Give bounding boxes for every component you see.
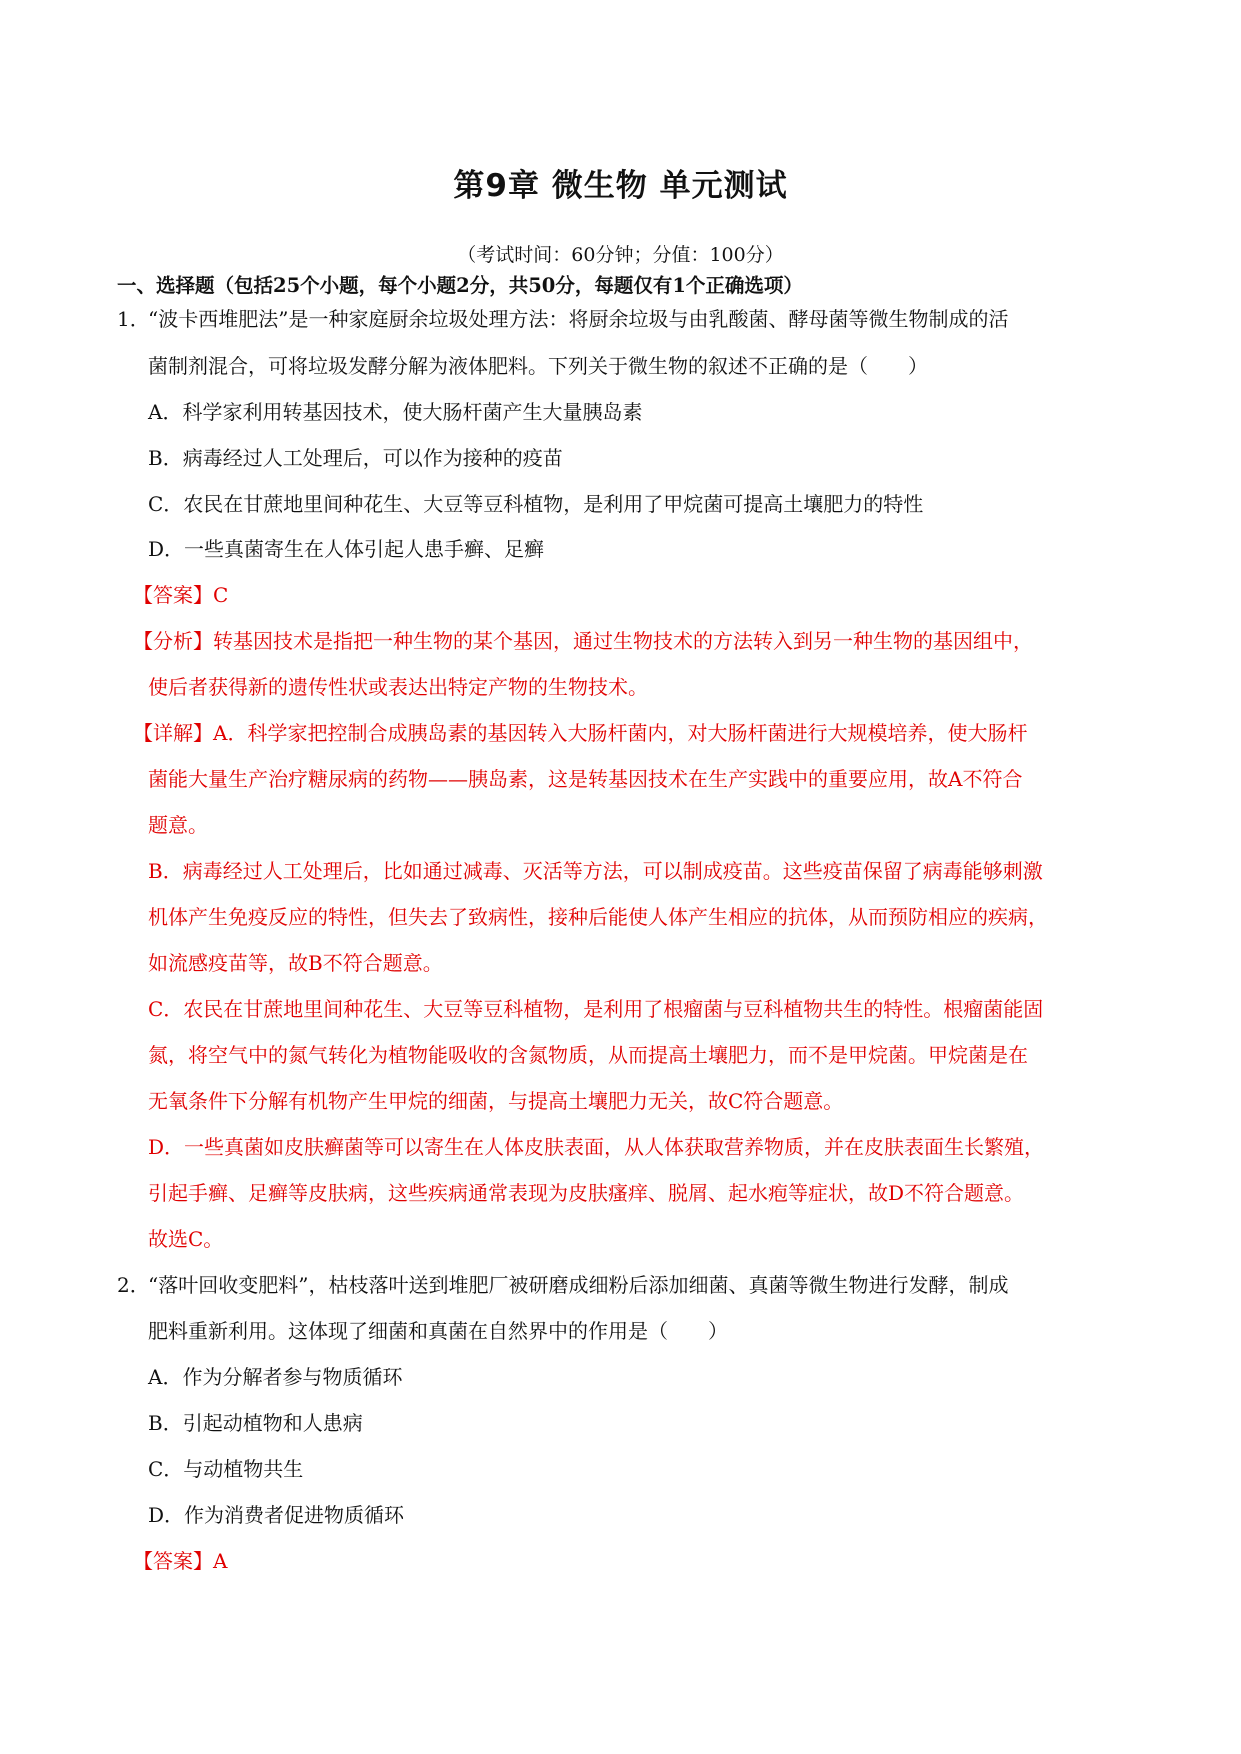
q1-detail-line12: 故选C。	[148, 1227, 224, 1251]
q2-number: 2．	[117, 1273, 150, 1297]
q1-number: 1．	[117, 307, 150, 331]
answer-label: 【答案】	[133, 1549, 213, 1573]
q1-detail-line9: 无氧条件下分解有机物产生甲烷的细菌，与提高土壤肥力无关，故C符合题意。	[148, 1089, 844, 1113]
q1-option-c: C．农民在甘蔗地里间种花生、大豆等豆科植物，是利用了甲烷菌可提高土壤肥力的特性	[148, 492, 924, 516]
exam-info: （考试时间：60分钟；分值：100分）	[457, 244, 784, 266]
q1-detail-line7: C．农民在甘蔗地里间种花生、大豆等豆科植物，是利用了根瘤菌与豆科植物共生的特性。根瘤菌能固	[148, 997, 1044, 1021]
q1-detail-line3: 题意。	[148, 813, 208, 837]
q1-detail-line10: D．一些真菌如皮肤癣菌等可以寄生在人体皮肤表面，从人体获取营养物质，并在皮肤表面生长繁殖，	[148, 1135, 1045, 1159]
q2-option-c: C．与动植物共生	[148, 1457, 304, 1481]
detail-label: 【详解】	[133, 721, 213, 745]
q1-analysis-line1	[133, 625, 1033, 654]
q1-option-b: B．病毒经过人工处理后，可以作为接种的疫苗	[148, 446, 563, 470]
q1-analysis-line2: 使后者获得新的遗传性状或表达出特定产物的生物技术。	[148, 675, 648, 699]
answer-label: 【答案】	[133, 583, 213, 607]
q2-option-b: B．引起动植物和人患病	[148, 1411, 363, 1435]
q2-stem-line1: “落叶回收变肥料”，枯枝落叶送到堆肥厂被研磨成细粉后添加细菌、真菌等微生物进行发酵，制成	[148, 1273, 1009, 1297]
answer-value: C	[213, 583, 229, 607]
q2-option-a: A．作为分解者参与物质循环	[148, 1365, 403, 1389]
q1-option-a: A．科学家利用转基因技术，使大肠杆菌产生大量胰岛素	[148, 400, 643, 424]
q1-detail-line5: 机体产生免疫反应的特性，但失去了致病性，接种后能使人体产生相应的抗体，从而预防相应的疾病，	[148, 905, 1048, 929]
q1-stem-line1: “波卡西堆肥法”是一种家庭厨余垃圾处理方法：将厨余垃圾与由乳酸菌、酵母菌等微生物制成的活	[148, 307, 1009, 331]
section-heading: 一、选择题（包括25个小题，每个小题2分，共50分，每题仅有1个正确选项）	[117, 274, 803, 297]
q1-stem-line2: 菌制剂混合，可将垃圾发酵分解为液体肥料。下列关于微生物的叙述不正确的是（ ）	[148, 354, 928, 378]
q2-answer	[133, 1545, 227, 1574]
q2-option-d: D．作为消费者促进物质循环	[148, 1503, 405, 1527]
analysis-label: 【分析】	[133, 629, 213, 653]
page-title: 第9章 微生物 单元测试	[453, 168, 788, 204]
q1-detail-line4: B．病毒经过人工处理后，比如通过减毒、灭活等方法，可以制成疫苗。这些疫苗保留了病毒能够刺激	[148, 859, 1043, 883]
q2-stem-line2: 肥料重新利用。这体现了细菌和真菌在自然界中的作用是（ ）	[148, 1319, 728, 1343]
answer-value: A	[213, 1549, 228, 1573]
detail-text: A．科学家把控制合成胰岛素的基因转入大肠杆菌内，对大肠杆菌进行大规模培养，使大肠杆	[213, 721, 1028, 745]
q1-detail-line2: 菌能大量生产治疗糖尿病的药物——胰岛素，这是转基因技术在生产实践中的重要应用，故A不符合	[148, 767, 1023, 791]
q1-detail-line6: 如流感疫苗等，故B不符合题意。	[148, 951, 443, 975]
q1-detail-line1	[133, 717, 1027, 746]
q1-detail-line11: 引起手癣、足癣等皮肤病，这些疾病通常表现为皮肤瘙痒、脱屑、起水疱等症状，故D不符合题意。	[148, 1181, 1025, 1205]
analysis-text: 转基因技术是指把一种生物的某个基因，通过生物技术的方法转入到另一种生物的基因组中，	[213, 629, 1033, 653]
q1-answer	[133, 579, 228, 608]
q1-option-d: D．一些真菌寄生在人体引起人患手癣、足癣	[148, 537, 545, 561]
q1-detail-line8: 氮，将空气中的氮气转化为植物能吸收的含氮物质，从而提高土壤肥力，而不是甲烷菌。甲烷菌是在	[148, 1043, 1028, 1067]
